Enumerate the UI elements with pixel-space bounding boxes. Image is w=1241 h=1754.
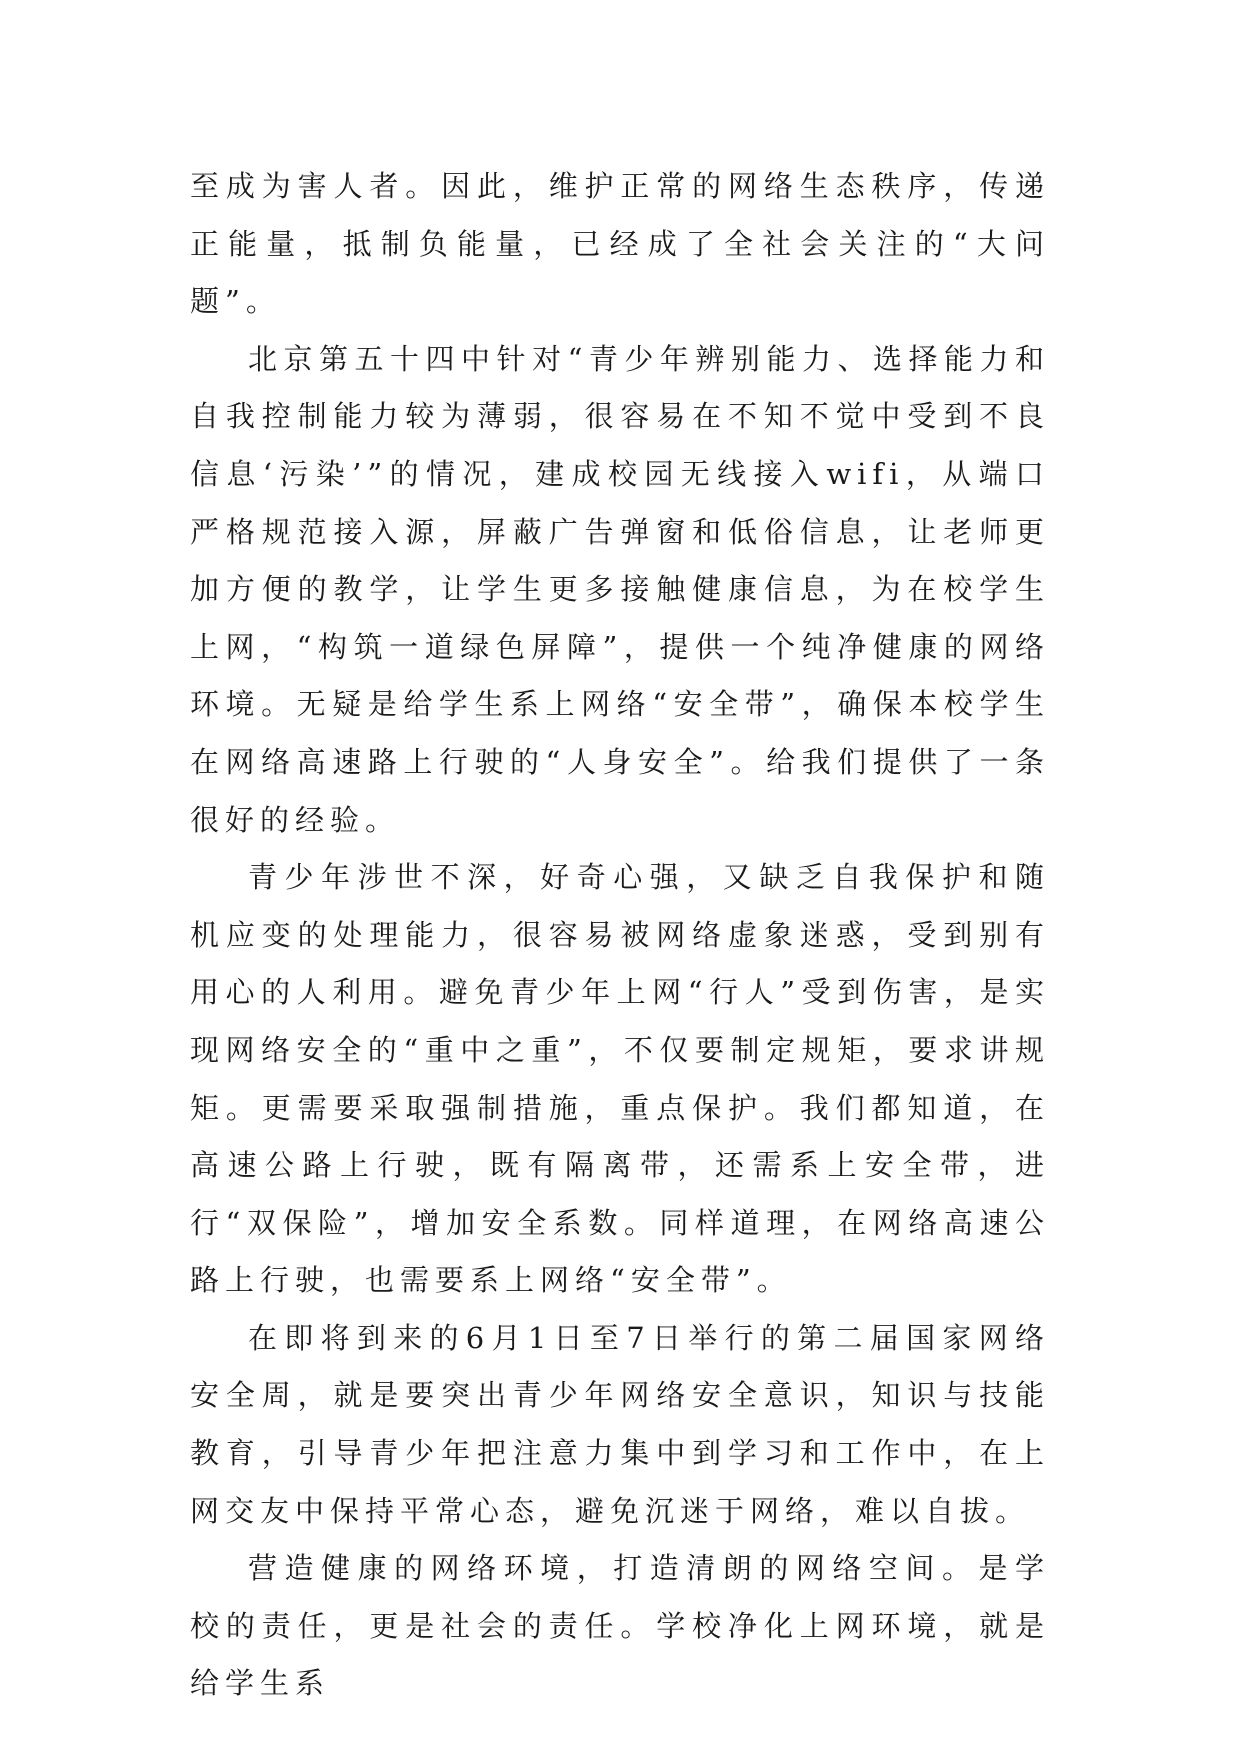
paragraph-5: 营造健康的网络环境，打造清朗的网络空间。是学校的责任，更是社会的责任。学校净化上网环境，就是给学生系 <box>190 1551 1050 1701</box>
document-body <box>190 158 1050 1713</box>
paragraph-4: 在即将到来的6月1日至7日举行的第二届国家网络安全周，就是要突出青少年网络安全意识，知识与技能教育，引导青少年把注意力集中到学习和工作中，在上网交友中保持平常心态，避免沉迷于网络，难以自拔。 <box>190 1320 1050 1528</box>
paragraph-1: 至成为害人者。因此，维护正常的网络生态秩序，传递正能量，抵制负能量，已经成了全社会关注的“大问题”。 <box>190 169 1050 319</box>
paragraph-3: 青少年涉世不深，好奇心强，又缺乏自我保护和随机应变的处理能力，很容易被网络虚象迷惑，受到别有用心的人利用。避免青少年上网“行人”受到伤害，是实现网络安全的“重中之重”，不仅要制定规矩，要求讲规矩。更需要采取强制措施，重点保护。我们都知道，在高速公路上行驶，既有隔离带，还需系上安全带，进行“双保险”，增加安全系数。同样道理，在网络高速公路上行驶，也需要系上网络“安全带”。 <box>190 860 1050 1298</box>
paragraph-2: 北京第五十四中针对“青少年辨别能力、选择能力和自我控制能力较为薄弱，很容易在不知不觉中受到不良信息‘污染’”的情况，建成校园无线接入wifi，从端口严格规范接入源，屏蔽广告弹窗和低俗信息，让老师更加方便的教学，让学生更多接触健康信息，为在校学生上网，“构筑一道绿色屏障”，提供一个纯净健康的网络环境。无疑是给学生系上网络“安全带”，确保本校学生在网络高速路上行驶的“人身安全”。给我们提供了一条很好的经验。 <box>190 341 1050 837</box>
